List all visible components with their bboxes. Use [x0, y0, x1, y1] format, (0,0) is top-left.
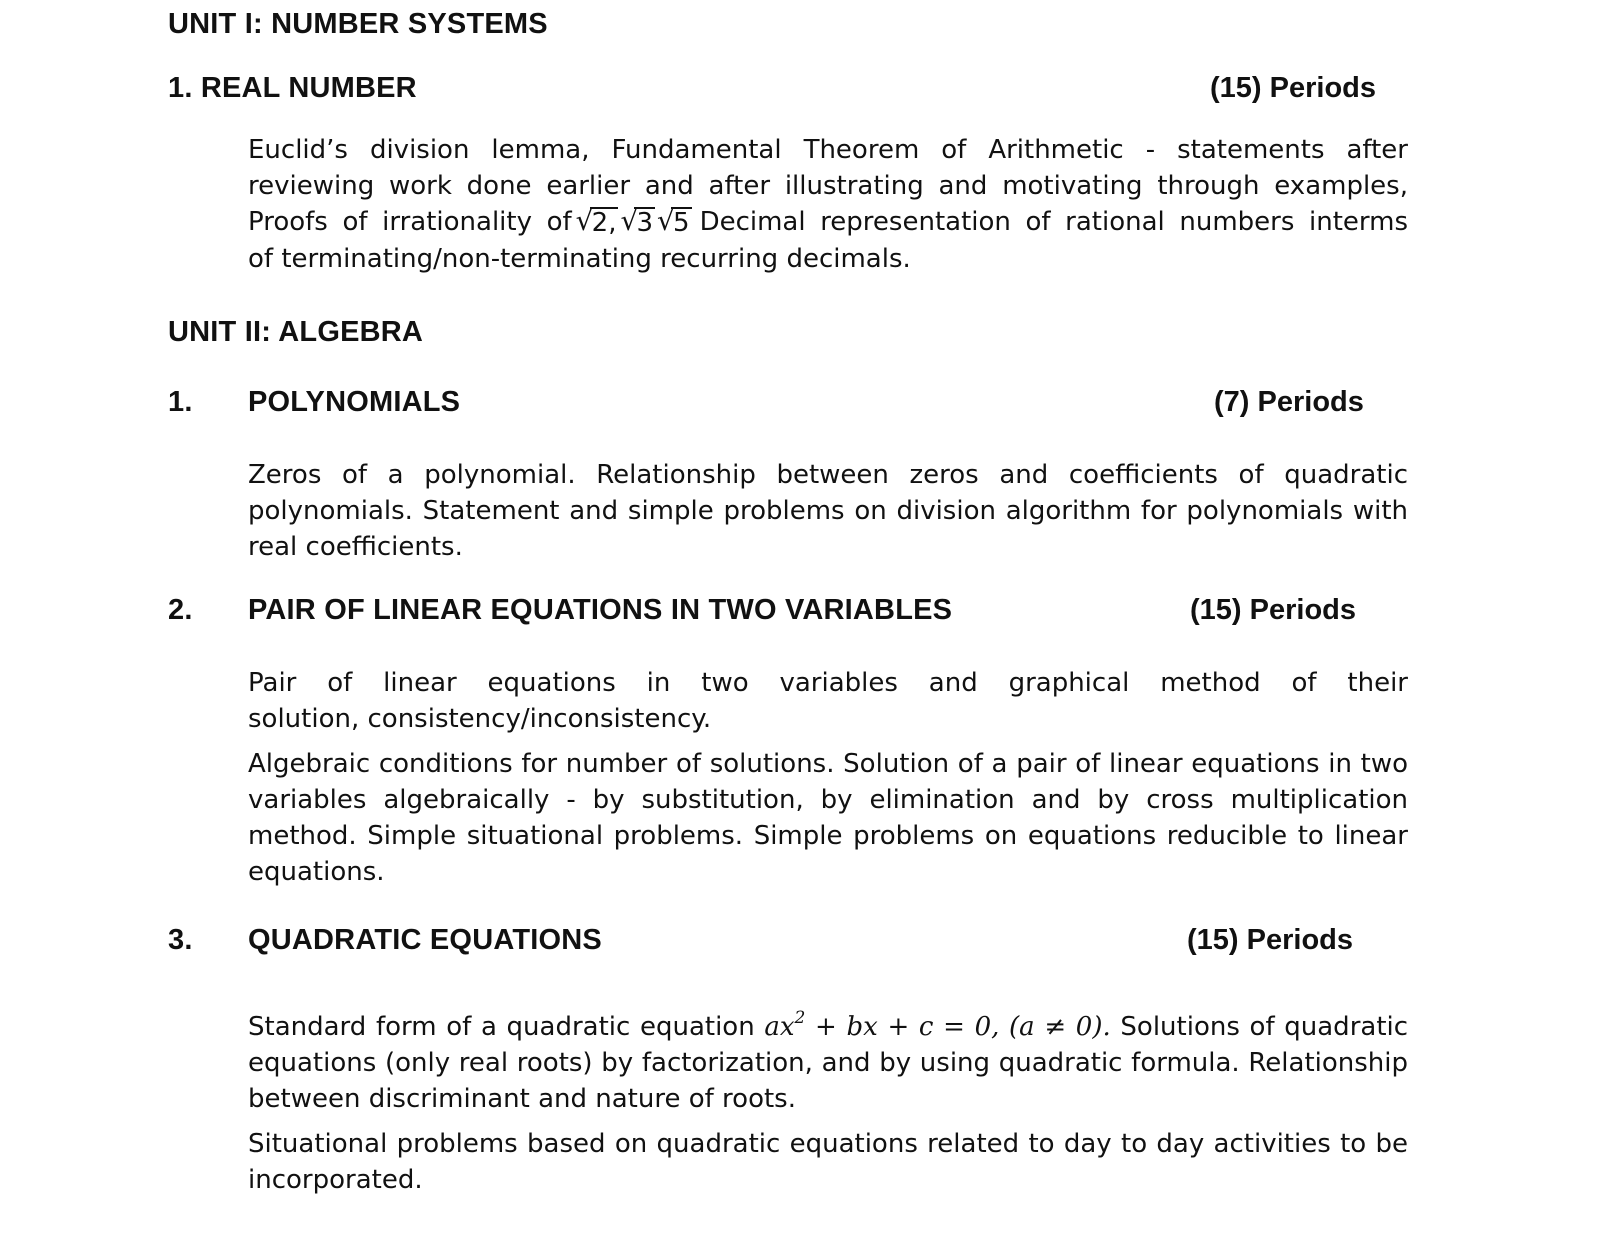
- section-linear-equations-body-2: [248, 746, 1408, 890]
- section-linear-equations-body-1: [248, 665, 1408, 737]
- paragraph-line-with-equation: [248, 1000, 1408, 1045]
- paragraph-line: Pair of linear equations in two variables and graphical method of their: [248, 668, 1408, 698]
- paragraph-line-with-radicals: [248, 204, 1408, 241]
- sqrt-2: [576, 205, 619, 241]
- paragraph-text: Decimal representation of rational numbers interms: [699, 207, 1408, 237]
- paragraph-line: equations.: [248, 857, 385, 887]
- paragraph-line: method. Simple situational problems. Simple problems on equations reducible to linear: [248, 821, 1408, 851]
- equation-rest: + bx + c = 0, (a ≠ 0).: [815, 1012, 1111, 1042]
- section-polynomials-body: [248, 457, 1408, 565]
- radicand: 2,: [591, 207, 617, 238]
- paragraph-line: Algebraic conditions for number of solutions. Solution of a pair of linear equations in two: [248, 749, 1408, 779]
- unit-2-title: UNIT II: ALGEBRA: [168, 316, 424, 348]
- section-number: 1.: [168, 386, 193, 418]
- section-number: 3.: [168, 924, 193, 956]
- radicand: 3: [636, 207, 654, 238]
- equation-base: ax: [764, 1012, 795, 1042]
- paragraph-line: reviewing work done earlier and after illustrating and motivating through examples,: [248, 171, 1408, 201]
- section-polynomials-periods: (7) Periods: [1214, 386, 1364, 418]
- equation: [764, 1008, 1111, 1042]
- paragraph-line: solution, consistency/inconsistency.: [248, 704, 712, 734]
- radical-sign-icon: √: [575, 203, 594, 237]
- paragraph-line: real coefficients.: [248, 532, 463, 562]
- paragraph-line: between discriminant and nature of roots.: [248, 1084, 796, 1114]
- section-quadratic-body-2: [248, 1126, 1408, 1198]
- paragraph-line: Zeros of a polynomial. Relationship between zeros and coefficients of quadratic: [248, 460, 1408, 490]
- section-real-number-heading: 1. REAL NUMBER: [168, 72, 417, 104]
- paragraph-line: of terminating/non-terminating recurring decimals.: [248, 243, 911, 274]
- radicand: 5: [673, 207, 690, 238]
- section-linear-equations-heading: PAIR OF LINEAR EQUATIONS IN TWO VARIABLES: [248, 594, 953, 626]
- radical-sign-icon: √: [620, 203, 639, 237]
- section-real-number-body: [248, 132, 1408, 277]
- section-real-number-periods: (15) Periods: [1210, 72, 1376, 104]
- sqrt-3: [620, 205, 655, 241]
- section-quadratic-heading: QUADRATIC EQUATIONS: [248, 924, 602, 956]
- sqrt-5: [657, 205, 692, 241]
- paragraph-line: Situational problems based on quadratic equations related to day to day activities to be: [248, 1129, 1408, 1159]
- paragraph-line: polynomials. Statement and simple problems on division algorithm for polynomials with: [248, 496, 1408, 526]
- section-polynomials-heading: POLYNOMIALS: [248, 386, 461, 418]
- paragraph-text: Solutions of quadratic: [1120, 1012, 1409, 1042]
- paragraph-line: Euclid’s division lemma, Fundamental Theorem of Arithmetic - statements after: [248, 135, 1408, 165]
- equation-exponent: 2: [794, 1008, 806, 1028]
- paragraph-text: Standard form of a quadratic equation: [248, 1012, 755, 1042]
- paragraph-line: variables algebraically - by substitution, by elimination and by cross multiplication: [248, 785, 1408, 815]
- section-quadratic-body-1: [248, 1000, 1408, 1117]
- section-quadratic-periods: (15) Periods: [1187, 924, 1353, 956]
- paragraph-text: Proofs of irrationality of: [248, 207, 572, 237]
- radicals-group: [576, 205, 694, 241]
- unit-1-title: UNIT I: NUMBER SYSTEMS: [168, 8, 548, 40]
- paragraph-line: incorporated.: [248, 1165, 423, 1195]
- section-number: 2.: [168, 594, 193, 626]
- section-linear-equations-periods: (15) Periods: [1190, 594, 1356, 626]
- paragraph-line: equations (only real roots) by factorization, and by using quadratic formula. Relationship: [248, 1048, 1408, 1078]
- radical-sign-icon: √: [657, 203, 675, 237]
